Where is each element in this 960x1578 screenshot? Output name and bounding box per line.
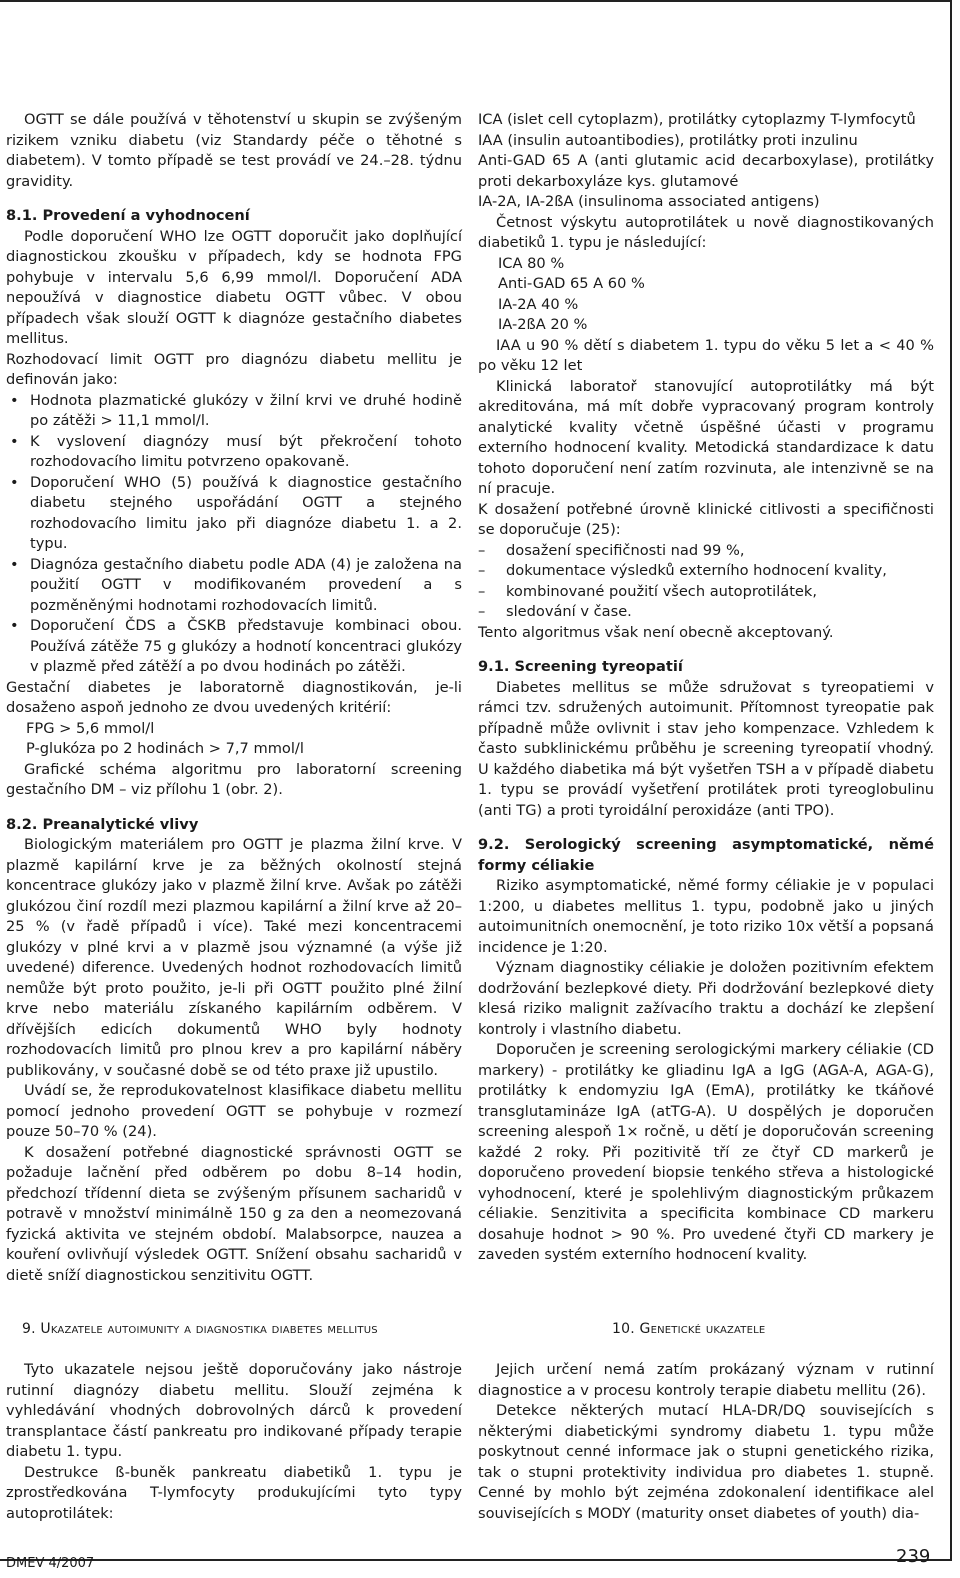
paragraph-9-b: Destrukce ß-buněk pankreatu diabetiků 1. typu je zprostředkována T-lymfocyty produkujícími tyto typy autoprotilátek: bbox=[6, 1463, 462, 1522]
paragraph-laboratory: Klinická laboratoř stanovující autoprotilátky má být akreditována, má mít dobře vypracovaný program kontroly analytické kvality včetně úspěšné účasti v programu externího hodnocení kvality. Metodická standardizace k datu tohoto doporučení není zatím rozvinuta, ale intenzivně se na ní pracuje. bbox=[478, 377, 934, 497]
journal-label: DMEV 4/2007 bbox=[6, 1556, 95, 1571]
section-9-body bbox=[6, 1360, 462, 1524]
freq-item-iaa: IAA u 90 % dětí s diabetem 1. typu do věku 5 let a < 40 % po věku 12 let bbox=[478, 336, 934, 374]
recommendation-list bbox=[478, 541, 934, 623]
paragraph-intro: OGTT se dále používá v těhotenství u skupin se zvýšeným rizikem vzniku diabetu (viz Standardy péče o těhotné s diabetem). V tomto případě se test provádí ve 24.–28. týdnu gravidity. bbox=[6, 111, 462, 190]
paragraph-8-2-a: Biologickým materiálem pro OGTT je plazma žilní krve. V plazmě kapilární krve je za běžných okolností stejná koncentrace glukózy jako v plazmě žilní krve. Avšak po zátěži glukózou činí rozdíl mezi plazmou kapilární a žilní krve až 20–25 % (v řadě případů i více). Také mezi koncentracemi glukózy v plné krvi a v plazmě jsou významné (a výše již uvedené) diference. Uvedených hodnot rozhodovacích limitů nemůže být proto použito, je-li při OGTT použito plné žilní krve nebo materiálu získaného kapilárním odběrem. V dřívějších edicích dokumentů WHO byly hodnoty rozhodovacích limitů pro plnou krev a pro kapilární náběry publikovány, v současné době se od této praxe již upustilo. bbox=[6, 836, 462, 1079]
antibody-iaa: IAA (insulin autoantibodies), protilátky proti inzulinu bbox=[478, 131, 858, 149]
section-10-body bbox=[478, 1360, 934, 1524]
paragraph-8-1-a: Podle doporučení WHO lze OGTT doporučit jako doplňující diagnostickou zkoušku v případech, kdy se hodnota FPG pohybuje v intervalu 5,6 6,99 mmol/l. Doporučení ADA nepoužívá v diagnostice diabetu OGTT vůbec. V obou případech však slouží OGTT k diagnóze gestačního diabetes mellitus. bbox=[6, 227, 462, 347]
list-item: – kombinované použití všech autoprotilátek, bbox=[478, 582, 934, 603]
paragraph-gestational: Gestační diabetes je laboratorně diagnostikován, je-li dosaženo aspoň jednoho ze dvou uvedených kritérií: bbox=[6, 678, 462, 716]
paragraph-schema: Grafické schéma algoritmu pro laboratorní screening gestačního DM – viz přílohu 1 (obr. 2). bbox=[6, 760, 462, 798]
right-column bbox=[478, 110, 934, 1266]
section-9-title: 9. Ukazatele autoimunity a diagnostika diabetes mellitus bbox=[22, 1321, 378, 1337]
freq-item: IA-2ßA 20 % bbox=[498, 316, 588, 333]
top-rule bbox=[0, 0, 950, 2]
side-rule bbox=[950, 0, 952, 1560]
paragraph-9-2-a: Riziko asymptomatické, němé formy céliakie je v populaci 1:200, u diabetes mellitus 1. typu, podobně jako u jiných autoimunitních onemocnění, je toto riziko 10x větší a popsaná incidence je 1:20. bbox=[478, 877, 934, 956]
heading-8-1: 8.1. Provedení a vyhodnocení bbox=[6, 207, 250, 224]
paragraph-8-1-b: Rozhodovací limit OGTT pro diagnózu diabetu mellitu je definován jako: bbox=[6, 350, 462, 388]
list-item: – dokumentace výsledků externího hodnocení kvality, bbox=[478, 561, 934, 582]
paragraph-8-2-b: Uvádí se, že reprodukovatelnost klasifikace diabetu mellitu pomocí jednoho provedení OGTT se pohybuje v rozmezí pouze 50–70 % (24). bbox=[6, 1082, 462, 1140]
paragraph-8-2-c: K dosažení potřebné diagnostické správnosti OGTT se požaduje lačnění před odběrem po dobu 8–14 hodin, předchozí třídenní dieta se zvýšeným přísunem sacharidů v potravě v množství minimálně 150 g za den a neomezovaná fyzická aktivita ve stejném období. Malabsorpce, nauzea a kouření ovlivňují výsledek OGTT. Snížení obsahu sacharidů v dietě sníží diagnostickou senzitivitu OGTT. bbox=[6, 1143, 462, 1284]
criterion-pglucose: P-glukóza po 2 hodinách > 7,7 mmol/l bbox=[26, 740, 304, 757]
list-item: • K vyslovení diagnózy musí být překročení tohoto rozhodovacího limitu potvrzeno opakovaně. bbox=[6, 432, 462, 473]
section-10-title: 10. Genetické ukazatele bbox=[612, 1321, 766, 1337]
paragraph-9-a: Tyto ukazatele nejsou ještě doporučovány jako nástroje rutinní diagnózy diabetu mellitu. Slouží zejména k vyhledávání vhodných dobrovolných dárců k provedení transplantace částí pankreatu pro indikované případy terapie diabetu 1. typu. bbox=[6, 1361, 462, 1460]
paragraph-reach: K dosažení potřebné úrovně klinické citlivosti a specifičnosti se doporučuje (25): bbox=[478, 500, 934, 538]
antibody-ica: ICA (islet cell cytoplazm), protilátky cytoplazmy T-lymfocytů bbox=[478, 111, 916, 128]
freq-item: Anti-GAD 65 A 60 % bbox=[498, 275, 645, 292]
left-column bbox=[6, 110, 462, 1286]
list-item: • Doporučení WHO (5) používá k diagnostice gestačního diabetu stejného uspořádání OGTT a stejného rozhodovacího limitu jako při diagnóze diabetu 1. a 2. typu. bbox=[6, 473, 462, 555]
paragraph-9-1: Diabetes mellitus se může sdružovat s tyreopatiemi v rámci tzv. sdružených autoimunit. Přítomnost tyreopatie pak případně může ovlivnit i stav jeho kompenzace. Vzhledem k často subklinickému průběhu je screening tyreopatií vhodný. U každého diabetika má být vyšetřen TSH a v případě diabetu 1. typu se provádí vyšetření protilátek proti tyreoglobulinu (anti TG) a proti tyroidální peroxidáze (anti TPO). bbox=[478, 678, 934, 819]
heading-8-2: 8.2. Preanalytické vlivy bbox=[6, 815, 199, 833]
list-item: • Hodnota plazmatické glukózy v žilní krvi ve druhé hodině po zátěži > 11,1 mmol/l. bbox=[6, 391, 462, 432]
paragraph-9-2-b: Význam diagnostiky céliakie je doložen pozitivním efektem dodržování bezlepkové diety. Při dodržování bezlepkové diety klesá riziko malignit zažívacího traktu a dochází ke zlepšení kontroly i vlastního diabetu. bbox=[478, 959, 934, 1038]
freq-item: ICA 80 % bbox=[498, 254, 565, 272]
criteria-list bbox=[6, 391, 462, 678]
paragraph-10-a: Jejich určení nemá zatím prokázaný význam v rutinní diagnostice a v procesu kontroly terapie diabetu mellitu (26). bbox=[478, 1361, 934, 1399]
list-item: • Doporučení ČDS a ČSKB představuje kombinaci obou. Používá zátěže 75 g glukózy a hodnotí koncentraci glukózy v plazmě před zátěží a po dvou hodinách po zátěži. bbox=[6, 616, 462, 678]
heading-9-2: 9.2. Serologický screening asymptomatické, němé formy céliakie bbox=[478, 836, 934, 874]
paragraph-10-b: Detekce některých mutací HLA-DR/DQ souvisejících s některými diabetickými syndromy diabetu 1. typu může poskytnout cenné informace jak o stupni genetického rizika, tak o stupni protektivity individua pro diabetes 1. stupně. Cenné by mohlo být zejména zdokonalení identifikace alel souvisejících s MODY (maturity onset diabetes of youth) dia- bbox=[478, 1402, 934, 1522]
freq-item: IA-2A 40 % bbox=[498, 295, 579, 313]
paragraph-9-2-c: Doporučen je screening serologickými markery céliakie (CD markery) - protilátky ke gliadinu IgA a IgG (AGA-A, AGA-G), protilátky k endomyziu IgA (EmA), protilátky ke tkáňové transglutamináze IgA (atTG-A). U dospělých je doporučen screening alespoň 1× ročně, u dětí je doporučován screening každé 2 roky. Při pozitivitě tří ze čtyř CD markerů je doporučeno provedení biopsie tenkého střeva a histologické vyhodnocení, které je spolehlivým diagnostickým průkazem céliakie. Senzitivita a specificita kombinace CD markeru dosahuje hodnot > 90 %. Pro uvedené čtyři CD markery je zaveden systém externího hodnocení kvality. bbox=[478, 1041, 934, 1263]
paragraph-frequency: Četnost výskytu autoprotilátek u nově diagnostikovaných diabetiků 1. typu je následující: bbox=[478, 213, 934, 251]
list-item: – dosažení specifičnosti nad 99 %, bbox=[478, 541, 934, 562]
criterion-fpg: FPG > 5,6 mmol/l bbox=[26, 719, 155, 737]
bottom-rule bbox=[0, 1559, 952, 1561]
list-item: • Diagnóza gestačního diabetu podle ADA (4) je založena na použití OGTT v modifikovaném provedení a s pozměněnými hodnotami rozhodovacích limitů. bbox=[6, 555, 462, 617]
antibody-gad: Anti-GAD 65 A (anti glutamic acid decarboxylase), protilátky proti dekarboxyláze kys. glutamové bbox=[478, 152, 934, 190]
paragraph-algorithm: Tento algoritmus však není obecně akceptovaný. bbox=[478, 623, 834, 641]
antibody-ia2: IA-2A, IA-2ßA (insulinoma associated antigens) bbox=[478, 193, 820, 210]
list-item: – sledování v čase. bbox=[478, 602, 934, 623]
heading-9-1: 9.1. Screening tyreopatií bbox=[478, 658, 683, 675]
page-number: 239 bbox=[896, 1546, 931, 1567]
